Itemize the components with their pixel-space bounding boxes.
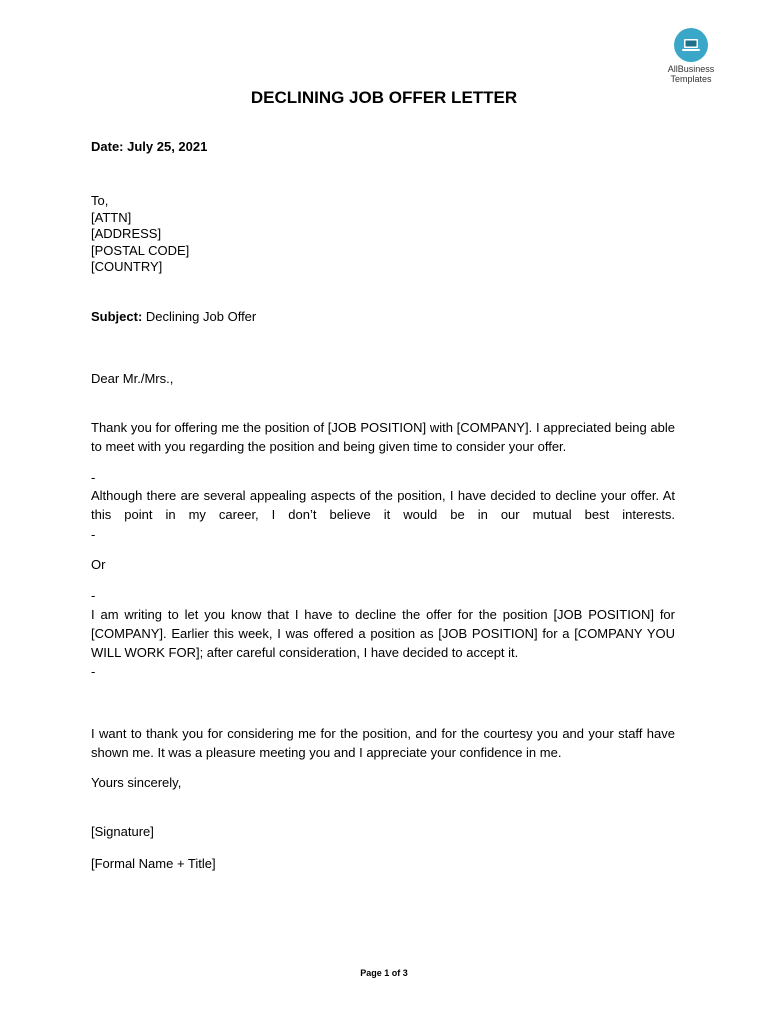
page-number — [0, 968, 768, 978]
document-title: DECLINING JOB OFFER LETTER — [250, 88, 518, 107]
brand-name-line2: Templates — [670, 74, 712, 84]
paragraph-thanks: I want to thank you for considering me for the position, and for the courtesy you and your staff have shown me. It was a pleasure meeting you and I appreciate your confidence in me. — [91, 726, 675, 760]
address-postal: [POSTAL CODE] — [91, 243, 190, 258]
alternative-or: Or — [91, 557, 106, 572]
separator-dash: - — [91, 588, 96, 603]
separator-dash: - — [91, 527, 96, 542]
brand-logo — [660, 28, 722, 84]
signature-placeholder: [Signature] — [91, 824, 154, 839]
address-to: To, — [91, 193, 109, 208]
brand-name-line1: AllBusiness — [667, 64, 715, 74]
paragraph-intro: Thank you for offering me the position of [JOB POSITION] with [COMPANY]. I appreciated being able to meet with you regarding the position and being given time to consider your offer. — [91, 420, 675, 454]
salutation: Dear Mr./Mrs., — [91, 371, 174, 386]
address-street: [ADDRESS] — [91, 226, 162, 241]
page-number-text: Page 1 of 3 — [360, 968, 408, 978]
address-attn: [ATTN] — [91, 210, 132, 225]
laptop-icon — [674, 28, 708, 62]
subject-text: Declining Job Offer — [145, 309, 257, 324]
paragraph-accepted-other: I am writing to let you know that I have to decline the offer for the position [JOB POSITION] for [COMPANY]. Earlier this week, I was offered a position as [JOB POSITION] for a [COMPANY YOU WILL WORK FOR]; after careful consideration, I have decided to accept it. — [91, 607, 675, 660]
formal-name-placeholder: [Formal Name + Title] — [91, 856, 216, 871]
brand-name — [660, 64, 722, 84]
paragraph-decline-reason: Although there are several appealing aspects of the position, I have decided to decline your offer. At this point in my career, I don’t believe it would be in our mutual best interests. — [91, 488, 675, 522]
letter-date: Date: July 25, 2021 — [91, 139, 208, 154]
separator-dash: - — [91, 664, 96, 679]
address-country: [COUNTRY] — [91, 259, 163, 274]
closing: Yours sincerely, — [91, 775, 182, 790]
subject-line — [91, 308, 256, 325]
separator-dash: - — [91, 470, 96, 485]
subject-label: Subject: — [91, 309, 143, 324]
